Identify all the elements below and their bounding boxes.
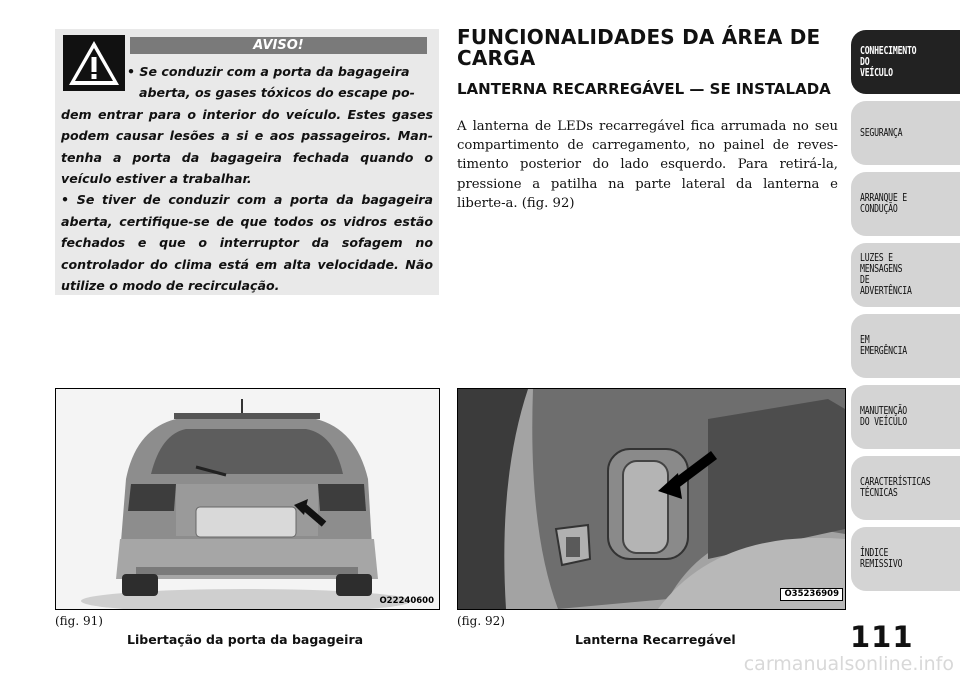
figure-91-caption: Libertação da porta da bagageira — [127, 632, 364, 647]
warning-text — [61, 61, 433, 296]
figure-91-ref: (fig. 91) — [55, 614, 103, 628]
chapter-sidebar — [851, 30, 960, 598]
page-number: 111 — [850, 620, 914, 654]
tab-em-emergencia[interactable] — [851, 314, 960, 378]
tab-label: CARACTERÍSTICAS TÉCNICAS — [860, 476, 931, 499]
figure-92-code: O35236909 — [780, 588, 843, 601]
tab-caracteristicas-tecnicas[interactable] — [851, 456, 960, 520]
tab-luzes-e-mensagens[interactable] — [851, 243, 960, 307]
tab-arranque-e-conducao[interactable] — [851, 172, 960, 236]
figure-92-caption: Lanterna Recarregável — [575, 632, 736, 647]
figure-91-code: O22240600 — [379, 596, 434, 606]
tab-label: ÍNDICE REMISSIVO — [860, 547, 903, 570]
figure-92-ref: (fig. 92) — [457, 614, 505, 628]
tab-indice-remissivo[interactable] — [851, 527, 960, 591]
warning-bullet1-line1: • Se conduzir com a porta da bagageira — [127, 64, 410, 79]
warning-bullet2: • Se tiver de conduzir com a porta da bagageira aberta, certifique-se de que todos os vidros estão fechados e que o interruptor da sofagem no controlador do clima está em alta velocidade. Não utilize o modo de recirculação. — [61, 192, 433, 294]
warning-bullet1-line2: aberta, os gases tóxicos do escape po- — [139, 85, 415, 101]
section-body: A lanterna de LEDs recarregável fica arrumada no seu compartimento de carregamento, no painel de reves- timento posterior do lado esquerdo. Para retirá-la, pressione a patilha na parte lateral da lanterna e liberte-a. (fig. 92) — [457, 119, 838, 211]
tab-label: SEGURANÇA — [860, 126, 903, 139]
warning-title: AVISO! — [130, 37, 427, 54]
warning-bullet1-rest: dem entrar para o interior do veículo. Estes gases podem causar lesões a si e aos passageiros. Man- tenha a porta da bagageira fechada quando o veículo estiver a trabalhar. — [61, 106, 433, 187]
tab-conhecimento-do-veiculo[interactable] — [851, 30, 960, 94]
tab-label: LUZES E MENSAGENS DE ADVERTÊNCIA — [860, 252, 912, 297]
warning-box — [55, 29, 439, 295]
tab-label: EM EMERGÊNCIA — [860, 334, 907, 357]
tab-seguranca[interactable] — [851, 101, 960, 165]
tab-manutencao-do-veiculo[interactable] — [851, 385, 960, 449]
figure-92-image — [457, 388, 846, 610]
section-heading: FUNCIONALIDADES DA ÁREA DE CARGA — [457, 25, 821, 70]
section-subheading: LANTERNA RECARREGÁVEL — SE INSTALADA — [457, 80, 831, 98]
figure-91-image — [55, 388, 440, 610]
watermark: carmanualsonline.info — [743, 653, 954, 675]
tab-label: CONHECIMENTO DO VEÍCULO — [860, 44, 917, 79]
tab-label: MANUTENÇÃO DO VEÍCULO — [860, 405, 907, 428]
tab-label: ARRANQUE E CONDUÇÃO — [860, 192, 907, 215]
